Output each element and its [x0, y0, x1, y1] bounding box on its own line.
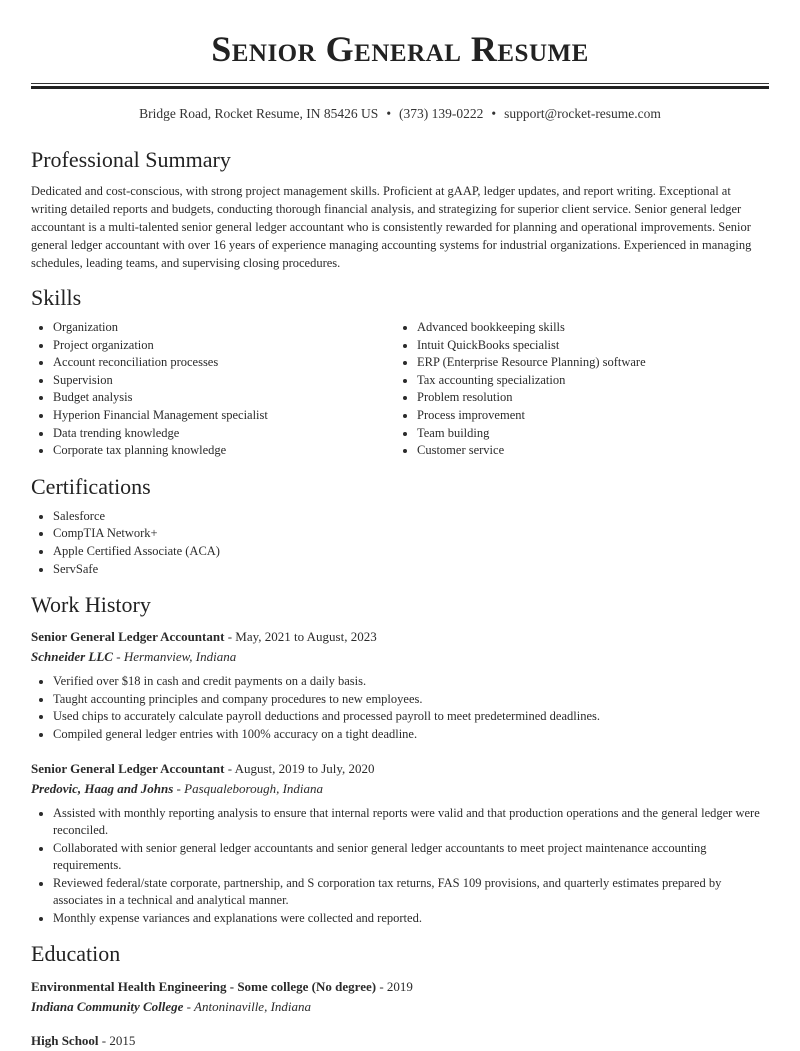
title-divider-thick	[31, 86, 769, 89]
skill-item: • ERP (Enterprise Resource Planning) software	[417, 354, 759, 372]
job-entry	[31, 627, 769, 743]
contact-line	[31, 106, 769, 126]
education-entry	[31, 1031, 769, 1051]
skill-item: • Tax accounting specialization	[417, 372, 759, 390]
job-employer: Schneider LLC - Hermanview, Indiana	[31, 649, 237, 665]
skill-item: • Intuit QuickBooks specialist	[417, 337, 759, 355]
certification-item: • Apple Certified Associate (ACA)	[53, 543, 769, 561]
job-bullet: • Monthly expense variances and explanations were collected and reported.	[53, 910, 769, 928]
skill-item: • Problem resolution	[417, 389, 759, 407]
education-year: 2019	[386, 978, 413, 994]
education-school-line: Indiana Community College - Antoninaville, Indiana	[31, 998, 312, 1014]
job-company: Predovic, Haag and Johns	[31, 780, 174, 796]
contact-separator: •	[386, 106, 392, 121]
job-bullet: • Reviewed federal/state corporate, partnership, and S corporation tax returns, FAS 109 provisions, and quarterly estimates prepared by associates in a technical and analytical manner.	[53, 875, 769, 910]
job-dates: May, 2021 to August, 2023	[235, 629, 377, 645]
job-bullets	[31, 673, 769, 743]
certification-item: • Salesforce	[53, 508, 769, 526]
skill-item: • Process improvement	[417, 407, 759, 425]
skill-item: • Organization	[53, 319, 395, 337]
skill-item: • Team building	[417, 425, 759, 443]
job-header: Senior General Ledger Accountant - May, 2021 to August, 2023	[31, 629, 377, 645]
job-company: Schneider LLC	[31, 649, 113, 665]
education-location: Antoninaville, Indiana	[194, 998, 312, 1014]
education-heading: Education	[31, 940, 121, 966]
certification-item: • ServSafe	[53, 561, 769, 579]
job-title: Senior General Ledger Accountant	[31, 760, 225, 776]
education-degree: Environmental Health Engineering - Some college (No degree)	[31, 978, 377, 994]
job-bullet: • Taught accounting principles and company procedures to new employees.	[53, 691, 769, 709]
job-location: Pasqualeborough, Indiana	[184, 780, 324, 796]
skill-item: • Data trending knowledge	[53, 425, 395, 443]
skills-column-right	[395, 319, 759, 460]
job-bullet: • Verified over $18 in cash and credit payments on a daily basis.	[53, 673, 769, 691]
job-bullet: • Used chips to accurately calculate payroll deductions and processed payroll to meet predetermined deadlines.	[53, 708, 769, 726]
skill-item: • Hyperion Financial Management specialist	[53, 407, 395, 425]
skills-column-left	[31, 319, 395, 460]
job-title: Senior General Ledger Accountant	[31, 629, 225, 645]
contact-separator: •	[491, 106, 497, 121]
certifications-list	[31, 508, 769, 578]
certification-item: • CompTIA Network+	[53, 525, 769, 543]
skills-list	[31, 319, 769, 460]
skill-item: • Corporate tax planning knowledge	[53, 442, 395, 460]
job-employer: Predovic, Haag and Johns - Pasqualeborough, Indiana	[31, 780, 324, 796]
job-bullet: • Assisted with monthly reporting analysis to ensure that internal reports were valid and that production operations and the general ledger were reconciled.	[53, 805, 769, 840]
skills-heading: Skills	[31, 285, 82, 310]
education-header: Environmental Health Engineering - Some college (No degree) - 2019	[31, 978, 413, 994]
skill-item: • Project organization	[53, 337, 395, 355]
education-entry	[31, 977, 769, 1017]
skill-item: • Advanced bookkeeping skills	[417, 319, 759, 337]
skill-item: • Supervision	[53, 372, 395, 390]
job-bullets	[31, 805, 769, 928]
summary-heading: Professional Summary	[31, 147, 231, 172]
summary-text: Dedicated and cost-conscious, with strong project management skills. Proficient at gAAP, ledger updates, and report writing. Exceptional at writing detailed reports and budgets, conducting thorough financial analysis, and strategizing for superior client service. Senior general ledger accountant is a multi-talented senior general ledger accountant who is consistently rewarded for planning and operational improvements. Senior general ledger accountant with over 16 years of experience managing accounting systems for industrial organizations. Experienced in managing schedules, leading teams, and supervising closing procedures.	[31, 184, 752, 270]
education-degree: High School	[31, 1032, 99, 1048]
education-header: High School - 2015	[31, 1032, 136, 1048]
job-dates: August, 2019 to July, 2020	[234, 760, 375, 776]
skill-item: • Account reconciliation processes	[53, 354, 395, 372]
education-school: Indiana Community College	[31, 998, 184, 1014]
job-header: Senior General Ledger Accountant - August, 2019 to July, 2020	[31, 760, 375, 776]
skill-item: • Budget analysis	[53, 389, 395, 407]
job-bullet: • Compiled general ledger entries with 100% accuracy on a tight deadline.	[53, 726, 769, 744]
education-year: 2015	[109, 1032, 136, 1048]
job-location: Hermanview, Indiana	[123, 649, 237, 665]
contact-address: Bridge Road, Rocket Resume, IN 85426 US	[139, 106, 379, 121]
job-bullet: • Collaborated with senior general ledger accountants and senior general ledger accountants to meet project maintenance accounting requirements.	[53, 840, 769, 875]
contact-email: support@rocket-resume.com	[504, 106, 661, 121]
work-history-heading: Work History	[31, 592, 151, 618]
title-divider-thin	[31, 83, 769, 84]
job-entry	[31, 759, 769, 928]
resume-title: Senior General Resume	[211, 29, 589, 69]
contact-phone: (373) 139-0222	[399, 106, 484, 121]
skill-item: • Customer service	[417, 442, 759, 460]
certifications-heading: Certifications	[31, 473, 151, 499]
